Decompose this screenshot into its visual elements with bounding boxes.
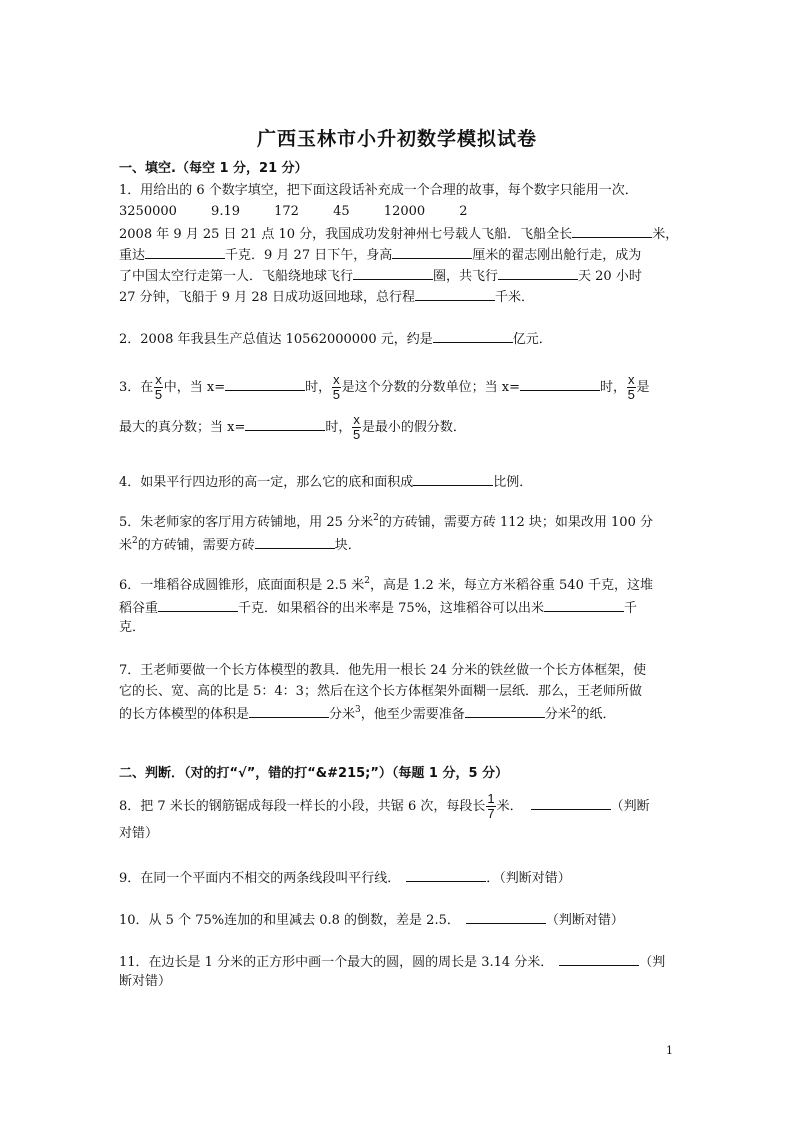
answer-blank[interactable] [225, 377, 305, 391]
q1-number: 2 [459, 204, 468, 219]
section-1-heading: 一、填空.（每空 1 分，21 分） [119, 161, 308, 176]
answer-blank[interactable] [466, 910, 546, 924]
q1-number: 9.19 [211, 204, 240, 219]
answer-blank[interactable] [413, 472, 493, 486]
fraction-x-over-5: $\frac{x}{5}$ [332, 372, 341, 402]
q1-number-list [119, 203, 468, 221]
q7-line-2: 它的长、宽、高的比是 5：4：3；然后在这个长方体框架外面糊一层纸．那么，王老师所做 [119, 684, 642, 699]
answer-blank[interactable] [415, 287, 495, 301]
q5-line-2: 米$^2$的方砖铺，需要方砖 块． [119, 536, 361, 553]
q11-line-1: 11．在边长是 1 分米的正方形中画一个最大的圆，圆的周长是 3.14 分米． （判 [119, 952, 665, 972]
fraction-x-over-5: $\frac{x}{5}$ [627, 372, 635, 402]
fraction-1-over-7: $\frac{1}{7}$ [487, 791, 495, 821]
q8-line-2: 对错） [119, 826, 159, 841]
q5-line-1: 5．朱老师家的客厅用方砖铺地，用 25 分米$^2$的方砖铺，需要方砖 112 块；如果改用 100 分 [119, 513, 653, 530]
q2: 2．2008 年我县生产总值达 10562000000 元，约是 亿元． [119, 329, 552, 349]
answer-blank[interactable] [559, 952, 639, 966]
answer-blank[interactable] [145, 245, 225, 259]
answer-blank[interactable] [353, 266, 433, 280]
q1-number: 172 [274, 204, 299, 219]
q1-intro: 1．用给出的 6 个数字填空，把下面这段话补充成一个合理的故事，每个数字只能用一次． [119, 183, 638, 198]
page-number: 1 [666, 1044, 673, 1057]
answer-blank[interactable] [158, 598, 238, 612]
exam-title: 广西玉林市小升初数学模拟试卷 [256, 128, 537, 150]
q4: 4．如果平行四边形的高一定，那么它的底和面积成 比例． [119, 472, 532, 492]
answer-blank[interactable] [572, 224, 652, 238]
q1-number: 3250000 [119, 204, 177, 219]
answer-blank[interactable] [406, 868, 486, 882]
q11-line-2: 断对错） [119, 974, 172, 989]
answer-blank[interactable] [465, 704, 545, 718]
answer-blank[interactable] [520, 377, 600, 391]
q9: 9．在同一个平面内不相交的两条线段叫平行线． ．（判断对错） [119, 868, 571, 888]
answer-blank[interactable] [433, 329, 513, 343]
answer-blank[interactable] [392, 245, 472, 259]
q8-line-1: 8．把 7 米长的钢筋锯成每段一样长的小段，共锯 6 次，每段长 $\frac{1}{7}$ 米． （判断 [119, 791, 650, 821]
q1-number: 45 [333, 204, 350, 219]
q6-line-3: 克． [119, 620, 146, 635]
answer-blank[interactable] [255, 535, 335, 549]
fraction-x-over-5: $\frac{x}{5}$ [154, 372, 163, 402]
q7-line-1: 7．王老师要做一个长方体模型的教具．他先用一根长 24 分米的铁丝做一个长方体框架，使 [119, 663, 647, 678]
fraction-x-over-5: $\frac{x}{5}$ [353, 412, 361, 442]
q10: 10．从 5 个 75%连加的和里减去 0.8 的倒数，差是 2.5． （判断对错） [119, 910, 624, 930]
answer-blank[interactable] [245, 417, 325, 431]
answer-blank[interactable] [498, 266, 578, 280]
q7-line-3: 的长方体模型的体积是 分米$^3$，他至少需要准备 分米$^2$的纸． [119, 705, 616, 722]
q1-line-3: 了中国太空行走第一人．飞船绕地球飞行 圈，共飞行 天 20 小时 [119, 266, 642, 286]
q1-number: 12000 [383, 204, 426, 219]
q6-line-1: 6．一堆稻谷成圆锥形，底面面积是 2.5 米$^2$，高是 1.2 米，每立方米稻谷重 540 千克，这堆 [119, 576, 653, 593]
answer-blank[interactable] [544, 598, 624, 612]
q3-line-2: 最大的真分数；当 x= 时， $\frac{x}{5}$ 是最小的假分数． [119, 412, 466, 442]
answer-blank[interactable] [249, 704, 329, 718]
q1-line-1: 2008 年 9 月 25 日 21 点 10 分，我国成功发射神州七号载人飞船．飞船全长 米， [119, 224, 678, 244]
q3-line-1: 3．在 $\frac{x}{5}$ 中，当 x= 时， $\frac{x}{5}$ 是这个分数的分数单位；当 x= 时， $\frac{x}{5}$ 是 [119, 372, 650, 402]
answer-blank[interactable] [531, 796, 611, 810]
q1-line-4: 27 分钟，飞船于 9 月 28 日成功返回地球，总行程 千米． [119, 287, 534, 307]
section-2-heading: 二、判断．（对的打“√”，错的打“&#215;”）（每题 1 分，5 分） [119, 766, 509, 781]
q1-line-2: 重达 千克．9 月 27 日下午，身高 厘米的翟志刚出舱行走，成为 [119, 245, 641, 265]
q6-line-2: 稻谷重 千克．如果稻谷的出米率是 75%，这堆稻谷可以出米 千 [119, 598, 637, 618]
